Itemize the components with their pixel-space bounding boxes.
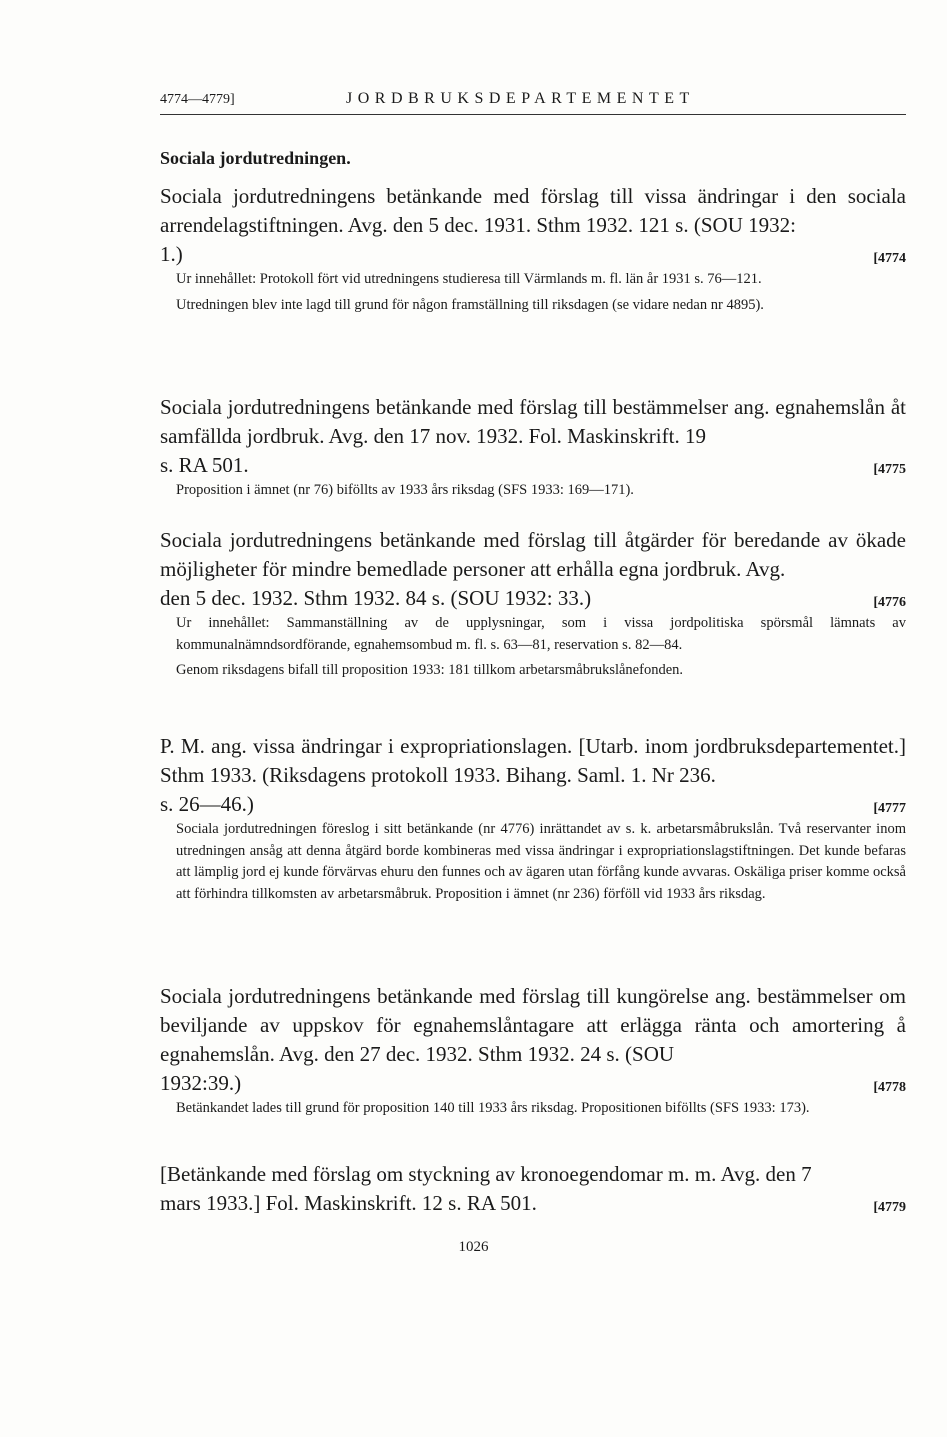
entry-main-tail: 1.) [4774: [160, 240, 906, 269]
department-heading: JORDBRUKSDEPARTEMENTET: [346, 90, 695, 107]
entry-main-text: Sociala jordutredningens betänkande med förslag till bestämmelser ang. egnahemslån åt samfällda jordbruk. Avg. den 17 nov. 1932. Fol. Maskinskrift. 19: [160, 395, 906, 448]
entry-4777: [160, 732, 906, 905]
entry-4776: [160, 526, 906, 682]
entry-note: Proposition i ämnet (nr 76) biföllts av 1933 års riksdag (SFS 1933: 169—171).: [176, 482, 634, 498]
entry-4779: [160, 1160, 906, 1218]
entry-main-text: [Betänkande med förslag om styckning av kronoegendomar m. m. Avg. den 7: [160, 1162, 812, 1186]
entry-main-text: Sociala jordutredningens betänkande med förslag till vissa ändringar i den sociala arrendelagstiftningen. Avg. den 5 dec. 1931. Sthm 1932. 121 s. (SOU 1932:: [160, 184, 906, 237]
entry-note: Betänkandet lades till grund för proposition 140 till 1933 års riksdag. Propositionen biföllts (SFS 1933: 173).: [176, 1100, 810, 1116]
entry-number: [4775: [873, 462, 906, 477]
entry-note: Ur innehållet: Sammanställning av de upplysningar, som i vissa jordpolitiska spörsmål lämnats av kommunalnämndsordförande, egnahemsombud m. fl. s. 63—81, reservation s. 82—84.: [176, 615, 906, 653]
section-title: Sociala jordutredningen.: [160, 148, 351, 168]
entry-main-text: P. M. ang. vissa ändringar i expropriationslagen. [Utarb. inom jordbruksdepartementet.] Sthm 1933. (Riksdagens protokoll 1933. Bihang. Saml. 1. Nr 236.: [160, 734, 906, 787]
entry-number: [4778: [873, 1080, 906, 1095]
entry-note: Genom riksdagens bifall till proposition 1933: 181 tillkom arbetarsmåbrukslånefonden.: [176, 662, 684, 678]
entry-4774: [160, 182, 906, 316]
entry-note: Ur innehållet: Protokoll fört vid utredningens studieresa till Värmlands m. fl. län år 1931 s. 76—121.: [176, 271, 762, 287]
entry-main-tail: s. 26—46.) [4777: [160, 790, 906, 819]
entry-main-tail: den 5 dec. 1932. Sthm 1932. 84 s. (SOU 1932: 33.) [4776: [160, 584, 906, 613]
entry-4775: [160, 393, 906, 502]
entry-number: [4779: [873, 1200, 906, 1215]
entry-main-text: Sociala jordutredningens betänkande med förslag till kungörelse ang. bestämmelser om beviljande av uppskov för egnahemslåntagare att erlägga ränta och amortering å egnahemslån. Avg. den 27 dec. 1932. Sthm 1932. 24 s. (SOU: [160, 984, 906, 1066]
entry-main-text: Sociala jordutredningens betänkande med förslag till åtgärder för beredande av ökade möjligheter för mindre bemedlade personer att erhålla egna jordbruk. Avg.: [160, 528, 906, 581]
entry-note: Utredningen blev inte lagd till grund för någon framställning till riksdagen (se vidare nedan nr 4895).: [176, 296, 764, 313]
entry-note: Sociala jordutredningen föreslog i sitt betänkande (nr 4776) inrättandet av s. k. arbetarsmåbrukslån. Två reservanter inom utredningen ansåg att denna åtgärd borde kombineras med vissa ändringar i expropriationslagstiftningen. Det kunde befaras att lämplig jord ej kunde förvärvas ehuru den funnes och av ägaren utan förfång kunde avvaras. Oskäliga priser komme också att förhindra tillkomsten av arbetarsmåbruk. Proposition i ämnet (nr 236) förföll vid 1933 års riksdag.: [176, 821, 906, 902]
entry-number: [4776: [873, 595, 906, 610]
entry-4778: [160, 982, 906, 1120]
entry-range: 4774—4779]: [160, 92, 235, 107]
entry-main-tail: s. RA 501. [4775: [160, 451, 906, 480]
page-number: 1026: [458, 1239, 489, 1255]
entry-main-tail: mars 1933.] Fol. Maskinskrift. 12 s. RA 501. [4779: [160, 1189, 906, 1218]
page-header: [160, 92, 906, 115]
entry-number: [4777: [873, 801, 906, 816]
entry-main-tail: 1932:39.) [4778: [160, 1069, 906, 1098]
entry-number: [4774: [873, 251, 906, 266]
